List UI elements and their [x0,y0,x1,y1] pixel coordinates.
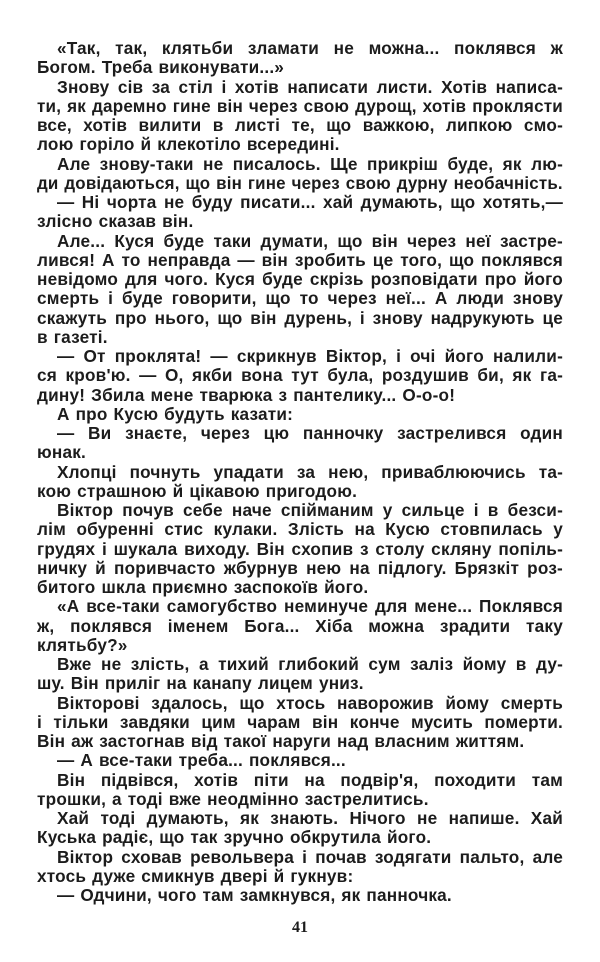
text-line: шу. Він приліг на канапу лицем униз. [37,673,364,694]
text-line: ся кров'ю. — О, якби вона тут була, роздушив би, як га- [37,365,563,386]
text-line: ди довідаються, що він гине через свою дурну необачність. [37,172,563,193]
text-line: «Так, так, клятьби зламати не можна... поклявся ж [57,38,563,58]
book-page-text [37,39,563,905]
text-line: битого шкла приємно заспокоїв його. [37,577,369,597]
text-line: Знову сів за стіл і хотів написати листи. Хотів написа- [57,76,563,97]
text-line: хтось дуже смикнув двері й гукнув: [37,865,354,886]
text-line: смерть і буде говорити, що то через неї... А люди знову [37,288,563,309]
text-line: ти, як даремно гине він через свою дурощ, хотів проклясти [37,95,563,116]
text-line: Вже не злість, а тихий глибокий сум заліз йому в ду- [57,654,563,674]
text-line: Але... Куся буде таки думати, що він через неї застре- [57,230,563,251]
text-line: все, хотів вилити в листі те, що важкою, липкою смо- [37,115,563,135]
text-line: Вікторові здалось, що хтось наворожив йому смерть [57,692,563,713]
text-line: злісно сказав він. [37,211,194,232]
text-line: — Одчини, чого там замкнувся, як панночка. [57,885,452,905]
text-line: Віктор почув себе наче спійманим у сильце і в безси- [57,500,563,520]
text-line: грудях і шукала виходу. Він схопив з столу скляну попіль- [37,538,563,559]
text-line: — Ви знаєте, через цю панночку застрелився один [57,423,563,443]
text-line: юнак. [37,442,86,463]
text-line: ничку й поривчасто жбурнув нею на підлогу. Брязкіт роз- [37,557,563,578]
text-line: Але знову-таки не писалось. Ще прикріш буде, як лю- [57,153,563,174]
text-line: Він підвівся, хотів піти на подвір'я, походити там [57,769,563,790]
text-line: — От проклята! — скрикнув Віктор, і очі його налили- [57,346,563,366]
text-line: кою страшною й цікавою пригодою. [37,480,358,501]
text-line: Куська радіє, що так зручно обкрутила його. [37,827,432,848]
text-line: Хай тоді думають, як знають. Нічого не напише. Хай [57,808,563,828]
text-line: клятьбу?» [37,634,128,655]
text-line: ж, поклявся іменем Бога... Хіба можна зрадити таку [37,615,563,636]
text-line: невідомо для чого. Куся буде скрізь розповідати про його [37,269,563,289]
text-line: Віктор сховав револьвера і почав зодягати пальто, але [57,846,563,867]
text-line: — Ні чорта не буду писати... хай думають, що хотять,— [57,192,563,212]
text-line: лою горіло й клекотіло всередині. [37,134,340,155]
text-line: «А все-таки самогубство неминуче для мене... Поклявся [57,596,563,617]
text-line: і тільки завдяки цим чарам він конче мусить померти. [37,711,563,732]
text-line: — А все-таки треба... поклявся... [57,750,346,771]
text-line: лім обуренні стис кулаки. Злість на Кусю стовпилась у [37,519,563,540]
text-line: в газеті. [37,326,108,347]
text-line: лився! А то неправда — він зробить це того, що поклявся [37,249,563,270]
text-line: Хлопці почнуть упадати за нею, приваблюючись та- [57,461,563,482]
text-line: дину! Збила мене тварюка з пантелику... О-о-о! [37,384,456,405]
text-line: скажуть про нього, що він дурень, і знову надрукують це [37,307,563,328]
text-line: Богом. Треба виконувати...» [37,57,285,78]
text-line: трошки, а тоді вже неодмінно застрелитись. [37,788,429,809]
text-line: А про Кусю будуть казати: [57,403,294,424]
text-line: Він аж застогнав від такої наруги над власним життям. [37,731,525,751]
page-number: 41 [292,919,308,936]
